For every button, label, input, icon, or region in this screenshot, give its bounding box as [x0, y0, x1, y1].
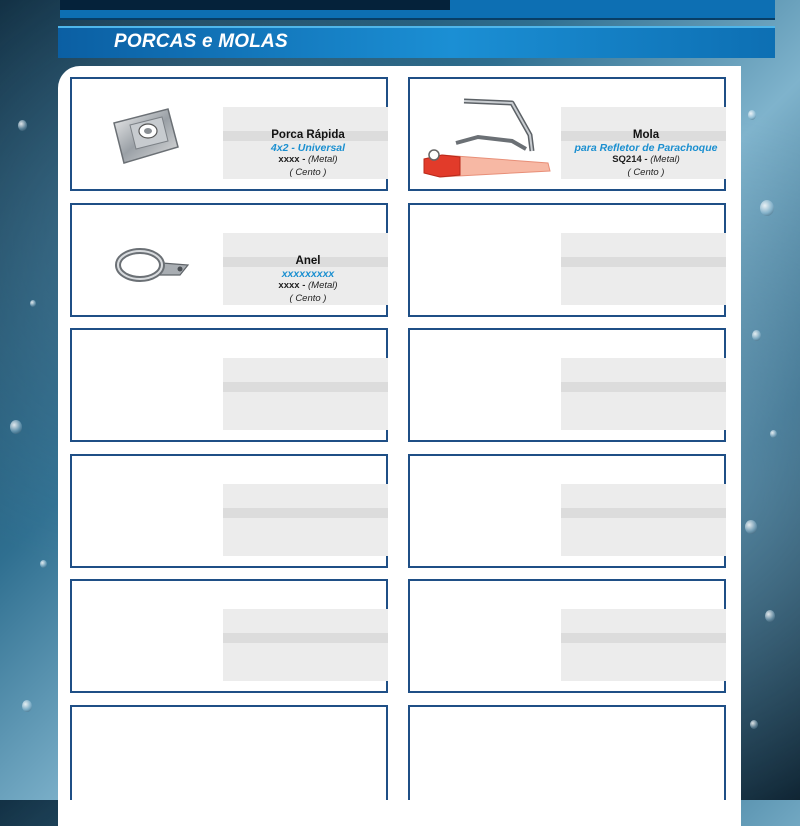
product-code: xxxx - — [278, 280, 308, 291]
top-header-strip — [60, 0, 775, 20]
product-material: (Metal) — [308, 154, 338, 165]
product-spec: 4x2 - Universal — [270, 141, 346, 154]
product-unit: ( Cento ) — [289, 166, 327, 178]
product-card-anel — [70, 203, 388, 317]
product-code: SQ214 - — [612, 154, 651, 165]
empty-product-card — [408, 705, 726, 800]
speed-nut-image — [108, 103, 184, 169]
product-unit: ( Cento ) — [289, 292, 327, 304]
product-unit: ( Cento ) — [627, 166, 665, 178]
ring-image — [114, 245, 190, 285]
product-name: Porca Rápida — [271, 129, 345, 141]
product-name: Mola — [632, 129, 660, 141]
section-banner — [58, 26, 775, 58]
empty-product-card — [408, 579, 726, 693]
section-title: PORCAS e MOLAS — [114, 31, 288, 52]
product-card-porca-rapida — [70, 77, 388, 191]
product-spec: para Refletor de Parachoque — [574, 141, 718, 154]
empty-product-card — [70, 579, 388, 693]
empty-product-card — [70, 454, 388, 568]
empty-product-card — [408, 328, 726, 442]
empty-product-card — [408, 454, 726, 568]
product-name: Anel — [295, 255, 321, 267]
empty-product-card — [70, 328, 388, 442]
empty-product-card — [70, 705, 388, 800]
product-card-mola — [408, 77, 726, 191]
spring-clip-image — [420, 97, 560, 187]
product-spec: xxxxxxxxx — [281, 267, 335, 280]
empty-product-card — [408, 203, 726, 317]
product-material: (Metal) — [650, 154, 680, 165]
product-material: (Metal) — [308, 280, 338, 291]
product-code: xxxx - — [278, 154, 308, 165]
